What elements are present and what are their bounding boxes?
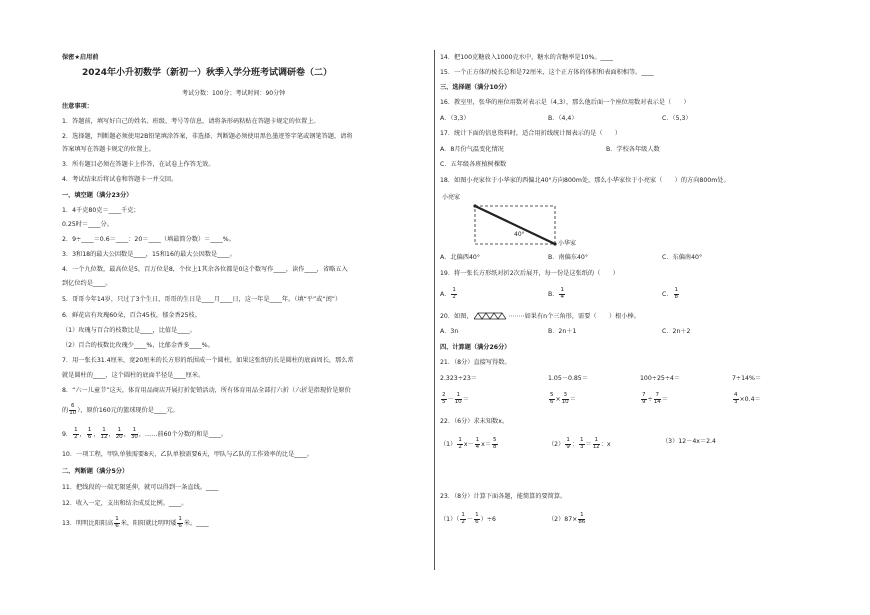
note-2: 2．选择题，判断题必须使用2B铅笔填涂答案，非选择、判断题必须使用黑色墨迹签字笔或钢笔答题，请将 xyxy=(62,133,353,140)
fraction-1-2: $\frac{1}{2}$ xyxy=(74,427,78,440)
column-divider xyxy=(434,50,435,570)
fraction-1-2-eq: $\frac{1}{2}$ xyxy=(458,437,462,450)
diagram-angle-label: 40° xyxy=(514,231,525,238)
q18-option-b: B．南偏东40° xyxy=(548,254,588,261)
fraction-1-4-opt: $\frac{1}{4}$ xyxy=(560,287,564,300)
question-1-b: 0.25时＝____分。 xyxy=(62,221,113,228)
diagram-point-xiaohua xyxy=(553,242,556,245)
q18-option-c: C．东偏南40° xyxy=(662,254,703,261)
fraction-2-5: $\frac{2}{5}$ xyxy=(442,392,446,405)
fraction-3-10: $\frac{3}{10}$ xyxy=(561,392,569,405)
fraction-1-4-eq: $\frac{1}{4}$ xyxy=(475,437,480,450)
fraction-1-8-opt: $\frac{1}{8}$ xyxy=(674,287,679,300)
fraction-5-8-eq: $\frac{5}{8}$ xyxy=(493,437,497,450)
q19-option-c: C． $\frac{1}{8}$ xyxy=(662,287,679,300)
question-19: 19．将一张长方形纸对折2次后展开，每一份是这张纸的（ ） xyxy=(440,270,619,277)
question-5: 5．哥哥今年14岁，只过了3个生日，哥哥的生日是____月____日，这一年是____年。（填“平”或“闰”） xyxy=(62,296,342,303)
q17-option-a: A．8月份气温变化情况 xyxy=(440,146,504,153)
equation-2: （2） $\frac{1}{9}$ ： $\frac{1}{3}$ ＝ $\frac{1}{12}$ ：x xyxy=(548,437,611,450)
question-1: 1．4千克80克＝____千克； xyxy=(62,207,140,214)
q16-option-a: A．（3,3） xyxy=(440,115,470,122)
question-3: 3．3和18的最大公因数是____，15和16的最大公因数是____。 xyxy=(62,251,236,258)
fraction-1-12-eq: $\frac{1}{12}$ xyxy=(592,437,600,450)
question-6: 6．鲜花店有玫瑰60朵，百合45枝，郁金香25枝。 xyxy=(62,312,201,319)
question-9: 9． $\frac{1}{2}$ ， $\frac{1}{6}$ ， $\frac{1}{12}$ ， $\frac{1}{20}$ ， $\frac{1}{30}$ ，……前60个分数的和是____。 xyxy=(62,427,228,440)
question-7-cont: 就是圆柱的____，这个圆柱的底面半径是____厘米。 xyxy=(62,372,205,379)
question-4: 4．一个九位数，最高位是5，百万位是8，个位上1其余各位都是0这个数写作____，读作____，省略五入 xyxy=(62,266,348,273)
direction-diagram xyxy=(470,203,560,248)
fraction-1-2-s: $\frac{1}{2}$ xyxy=(461,512,465,525)
calc-6: $\frac{5}{6}$ × $\frac{3}{10}$ ＝ xyxy=(550,392,576,405)
secret-label: 保密★启用前 xyxy=(62,54,99,61)
calc-2: 1.05－0.85＝ xyxy=(548,375,588,382)
question-20: 20．如图， 如果有n个三角形，需要（ ）根小棒。 xyxy=(440,313,640,320)
fraction-1-2-opt: $\frac{1}{2}$ xyxy=(452,287,456,300)
fraction-1-6-b: $\frac{1}{6}$ xyxy=(178,516,182,529)
question-23: 23．（8分）计算下面各题，能简算的要简算。 xyxy=(440,493,567,500)
section-2-heading: 二、判断题（满分5分） xyxy=(62,468,129,475)
question-8: 8．“六一儿童节”这天，体育用品商店开展打折促销活动，所有体育用品全部打六折（六折是指现价是原价 xyxy=(62,387,351,394)
question-22: 22．（6分）求未知数x。 xyxy=(440,418,509,425)
page-title: 2024年小升初数学（新初一）秋季入学分班考试调研卷（二） xyxy=(82,68,333,78)
q20-option-b: B．2n＋1 xyxy=(548,328,577,335)
simplify-2: （2）87× $\frac{1}{86}$ xyxy=(548,512,586,525)
question-11: 11．把线段的一端无限延伸，就可以得到一条直线。____ xyxy=(62,484,219,491)
fraction-1-86: $\frac{1}{86}$ xyxy=(578,512,586,525)
question-10: 10．一项工程，甲队单独需要8天，乙队单独需要6天，甲队与乙队的工作效率的比是____。 xyxy=(62,451,313,458)
question-6-2: （2）百合的枝数比玫瑰少____%，比郁金香多____%。 xyxy=(62,342,214,349)
fraction-1-6-s: $\frac{1}{6}$ xyxy=(475,512,479,525)
q18-option-a: A．北偏西40° xyxy=(440,254,480,261)
note-4: 4．考试结束后将试卷和答题卡一并交回。 xyxy=(62,176,178,183)
fraction-5-6: $\frac{5}{6}$ xyxy=(550,392,554,405)
fraction-1-30: $\frac{1}{30}$ xyxy=(130,427,138,440)
calc-5: $\frac{2}{5}$ － $\frac{1}{10}$ ＝ xyxy=(442,392,469,405)
fraction-1-6-a: $\frac{1}{6}$ xyxy=(115,516,119,529)
diagram-label-xiaohua: 小华家 xyxy=(558,240,577,247)
triangle-sticks-figure xyxy=(473,312,525,320)
q16-option-c: C．（5,3） xyxy=(662,115,692,122)
fraction-4-3: $\frac{4}{3}$ xyxy=(734,392,738,405)
note-1: 1．答题前，填写好自己的姓名、班级、考号等信息，请将条形码粘贴在答题卡规定的位置上。 xyxy=(62,118,320,125)
question-6-1: （1）玫瑰与百合的枝数比是____，比值是____。 xyxy=(62,327,196,334)
fraction-1-9-eq: $\frac{1}{9}$ xyxy=(566,437,570,450)
q19-option-b: B． $\frac{1}{4}$ xyxy=(548,287,564,300)
q17-option-c: C．五年级各班植树棵数 xyxy=(440,161,507,168)
fraction-7-14: $\frac{7}{14}$ xyxy=(653,392,661,405)
question-17: 17．统计下面的信息资料时，适合用折线统计图表示的是（ ） xyxy=(440,130,622,137)
note-2-cont: 答案填写在答题卡规定的位置上。 xyxy=(62,146,155,153)
diagram-label-xiaoliang: 小亮家 xyxy=(442,194,461,201)
fraction-6-10: $\frac{6}{10}$ xyxy=(69,403,77,416)
fraction-1-6: $\frac{1}{6}$ xyxy=(87,427,92,440)
q17-option-b: B．学校各年级人数 xyxy=(606,146,660,153)
note-3: 3．所有题目必须在答题卡上作答，在试卷上作答无效。 xyxy=(62,161,215,168)
question-15: 15．一个正方体的棱长总和是72厘米，这个正方体的体积和表面积相等。____ xyxy=(440,69,654,76)
simplify-1: （1）（ $\frac{1}{2}$ － $\frac{1}{6}$ ）÷6 xyxy=(440,512,496,525)
section-1-heading: 一、填空题（满分23分） xyxy=(62,192,133,199)
fraction-1-12: $\frac{1}{12}$ xyxy=(100,427,108,440)
q19-option-a: A． $\frac{1}{2}$ xyxy=(440,287,456,300)
question-7: 7．用一张长31.4厘米，宽20厘米的长方形的纸围成一个圆柱，如果这张纸的长是圆柱的底面周长，那么常 xyxy=(62,357,354,364)
calc-3: 100÷25÷4＝ xyxy=(640,375,681,382)
fraction-1-20: $\frac{1}{20}$ xyxy=(115,427,123,440)
q20-option-a: A．3n xyxy=(440,328,459,335)
q16-option-b: B．（4,4） xyxy=(548,115,578,122)
question-12: 12．收入一定，支出和结余成反比例。____。 xyxy=(62,500,188,507)
calc-8: $\frac{4}{3}$ ×0.4＝ xyxy=(734,392,761,405)
calc-7: $\frac{7}{9}$ ÷ $\frac{7}{14}$ ＝ xyxy=(642,392,668,405)
exam-info: 考试分数：100分；考试时间：90分钟 xyxy=(182,90,286,97)
section-3-heading: 三、选择题（满分10分） xyxy=(440,84,511,91)
question-16: 16．教室里，张华的座位用数对表示是（4,3），那么他后面一个座位用数对表示是（ ） xyxy=(440,99,690,106)
fraction-1-10: $\frac{1}{10}$ xyxy=(454,392,462,405)
diagram-point-xiaoliang xyxy=(473,204,476,207)
question-18: 18．如图小亮家位于小华家的西偏北40°方向800m处，那么小华家位于小亮家（ ）的方向800m处。 xyxy=(440,177,730,184)
question-13: 13．明明比阳阳高 $\frac{1}{6}$ 米，阳阳就比明明矮 $\frac{1}{6}$ 米。____ xyxy=(62,516,209,529)
fraction-1-3-eq: $\frac{1}{3}$ xyxy=(580,437,584,450)
equation-1: （1） $\frac{1}{2}$ x－ $\frac{1}{4}$ x＝ $\frac{5}{8}$ xyxy=(440,437,497,450)
q20-option-c: C．2n＋2 xyxy=(662,328,691,335)
calc-1: 2.323÷23＝ xyxy=(440,375,477,382)
question-14: 14．把100克糖放入1000克水中，糖水的含糖率是10%。____ xyxy=(440,54,613,61)
section-4-heading: 四、计算题（满分26分） xyxy=(440,344,511,351)
question-4-cont: 到亿位约是____。 xyxy=(62,280,112,287)
question-2: 2．9÷____＝0.6＝____：20＝____（填最简分数）＝____%。 xyxy=(62,236,235,243)
question-8-cont: 的 $\frac{6}{10}$ ），原价160元的篮球现价是____元。 xyxy=(62,403,179,416)
fraction-7-9: $\frac{7}{9}$ xyxy=(642,392,646,405)
question-21: 21．（8分）直接写得数。 xyxy=(440,359,511,366)
notes-heading: 注意事项： xyxy=(62,103,93,110)
calc-4: 7÷14%＝ xyxy=(732,375,762,382)
equation-3: （3）12－4x＝2.4 xyxy=(662,438,716,445)
